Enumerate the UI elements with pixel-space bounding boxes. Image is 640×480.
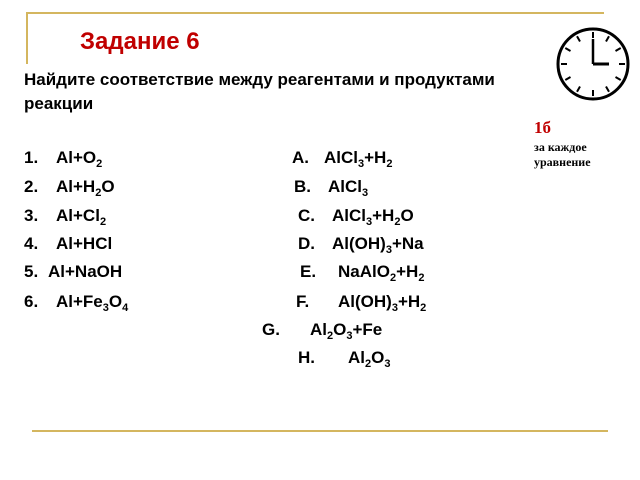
product-letter: F. [296, 292, 310, 311]
product-subscript: 3 [385, 244, 392, 256]
reagent-text: O [108, 292, 123, 311]
product-letter: G. [262, 320, 280, 339]
product-letter: H. [298, 348, 315, 367]
product-text: +H [396, 262, 419, 281]
product-letter: A. [292, 148, 309, 167]
product-text: Al(OH) [332, 234, 386, 253]
product-H [298, 348, 390, 368]
product-letter: C. [298, 206, 315, 225]
reagent-number: 6. [24, 292, 39, 311]
product-text: AlCl [332, 206, 366, 225]
product-subscript: 3 [384, 358, 391, 370]
task-instruction: Найдите соответствие между реагентами и продуктами реакции [24, 70, 495, 113]
product-text: O [333, 320, 347, 339]
product-subscript: 3 [366, 216, 373, 228]
product-subscript: 2 [394, 216, 401, 228]
product-text: +H [364, 148, 387, 167]
product-text: Al(OH) [338, 292, 392, 311]
frame-left-border [26, 12, 28, 64]
product-subscript: 2 [386, 158, 393, 170]
product-subscript: 2 [420, 302, 427, 314]
product-subscript: 3 [362, 187, 369, 199]
product-subscript: 2 [365, 358, 372, 370]
product-text: NaAlO [338, 262, 390, 281]
product-text: +Na [391, 234, 424, 253]
reagent-subscript: 4 [122, 302, 129, 314]
product-text: AlCl [328, 177, 362, 196]
product-subscript: 2 [418, 272, 425, 284]
reagent-number: 5. [24, 262, 39, 281]
reagent-4 [24, 234, 112, 254]
reagent-1 [24, 148, 102, 168]
reagent-text: Al+H [56, 177, 96, 196]
reagent-text: Al+Fe [56, 292, 103, 311]
reagent-subscript: 2 [99, 216, 107, 228]
product-text: O [400, 206, 414, 225]
reagent-number: 2. [24, 177, 39, 196]
reagent-number: 3. [24, 206, 39, 225]
reagent-6 [24, 292, 128, 312]
product-B [294, 177, 368, 197]
reagent-text: O [101, 177, 115, 196]
reagent-text: Al+HCl [56, 234, 113, 253]
product-A [292, 148, 392, 168]
product-subscript: 3 [358, 158, 365, 170]
page-title: Задание 6 [80, 28, 200, 55]
reagent-text: Al+Cl [56, 206, 100, 225]
product-text: +H [397, 292, 421, 311]
product-text: Al [348, 348, 365, 367]
product-G [262, 320, 382, 340]
product-F [296, 292, 426, 312]
product-letter: B. [294, 177, 311, 196]
reagent-5 [24, 262, 122, 282]
reagent-2 [24, 177, 115, 197]
clock-icon [555, 26, 631, 102]
product-text: +H [372, 206, 395, 225]
product-subscript: 3 [391, 302, 398, 314]
product-subscript: 3 [346, 330, 353, 342]
product-letter: E. [300, 262, 317, 281]
reagent-text: Al+O [56, 148, 97, 167]
product-text: O [371, 348, 385, 367]
reagent-number: 1. [24, 148, 39, 167]
frame-bottom-border [32, 430, 608, 432]
reagent-subscript: 2 [96, 158, 103, 170]
reagent-number: 4. [24, 234, 39, 253]
reagent-subscript: 2 [95, 187, 102, 199]
product-text: AlCl [324, 148, 358, 167]
score-note-line1: за каждое [534, 140, 587, 154]
reagent-text: Al+NaOH [48, 262, 123, 281]
score-value: 1б [534, 118, 551, 137]
product-D [298, 234, 424, 254]
score-block [534, 118, 591, 170]
reagent-subscript: 3 [102, 302, 109, 314]
product-subscript: 2 [389, 272, 397, 284]
reagent-3 [24, 206, 106, 226]
product-text: +Fe [352, 320, 383, 339]
product-text: Al [310, 320, 327, 339]
product-C [298, 206, 414, 226]
product-subscript: 2 [327, 330, 334, 342]
product-E [300, 262, 424, 282]
product-letter: D. [298, 234, 315, 253]
frame-top-border [26, 12, 604, 14]
score-note-line2: уравнение [534, 155, 591, 169]
